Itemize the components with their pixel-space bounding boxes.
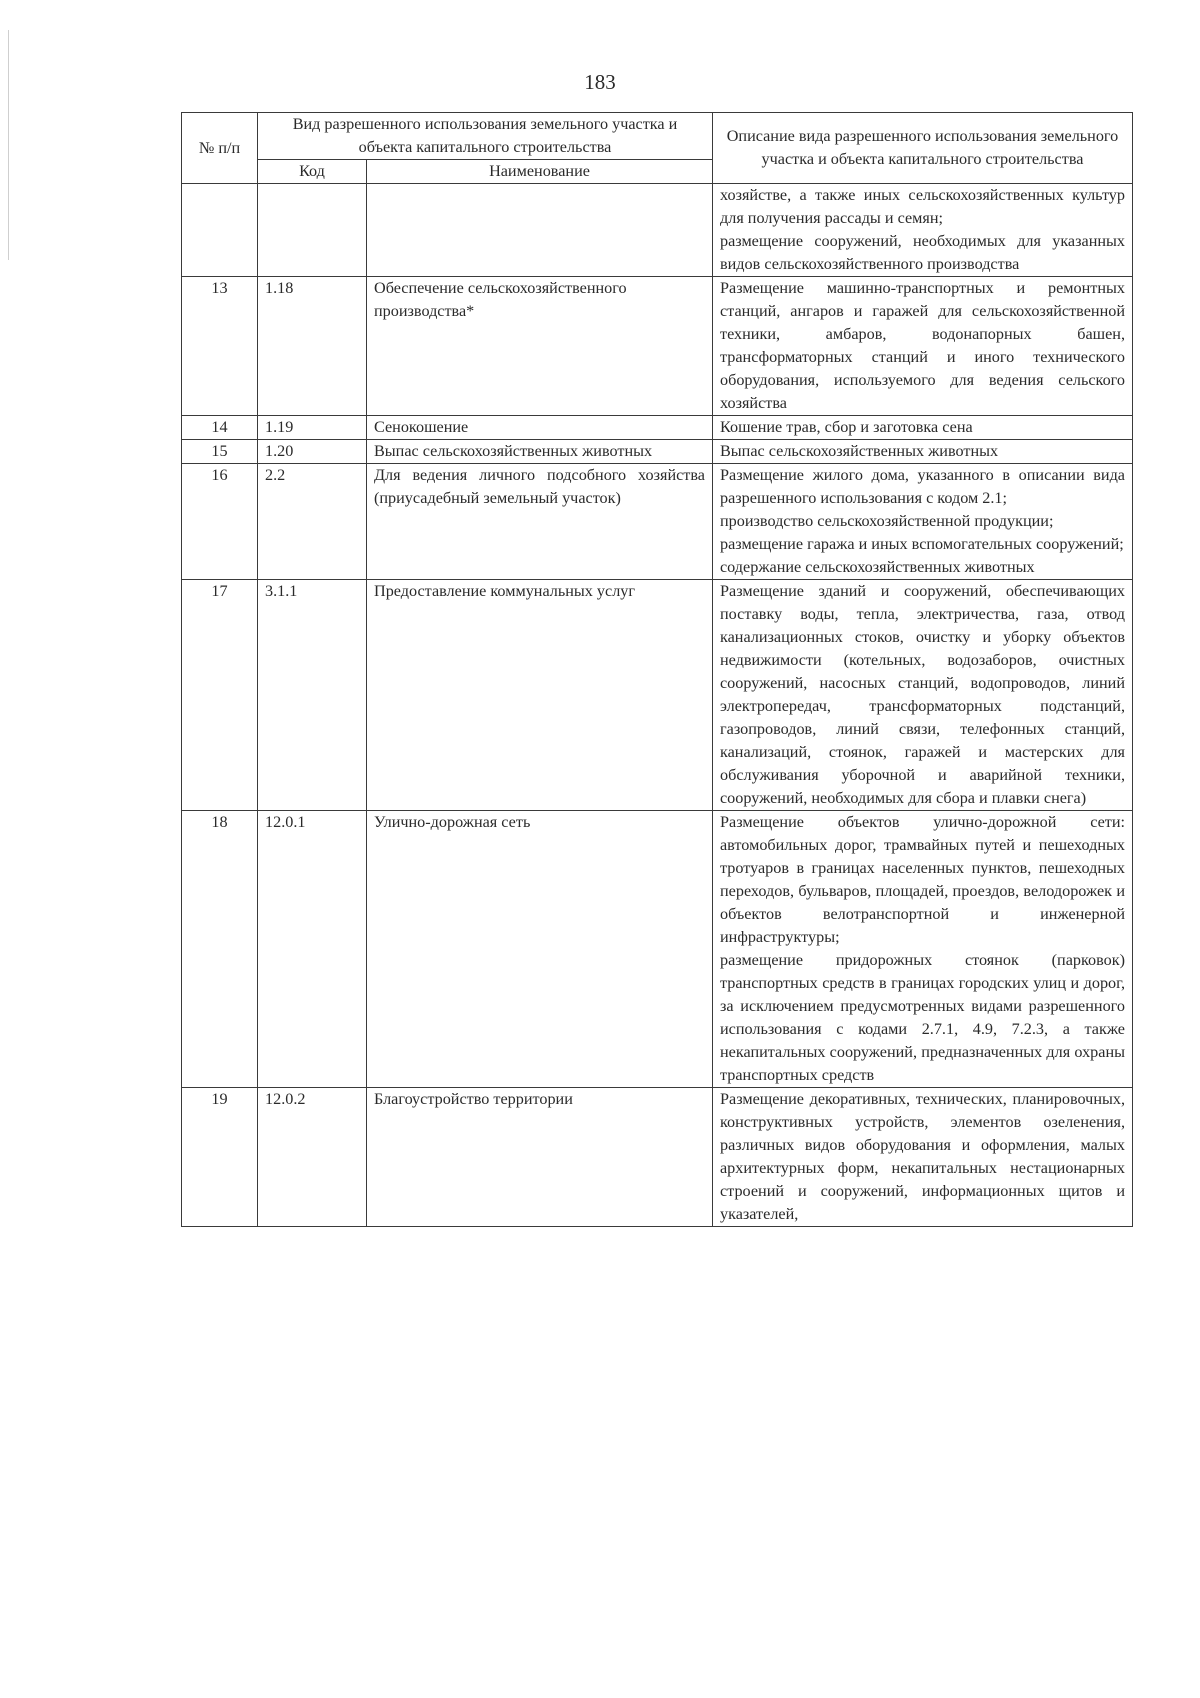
row-description [713,464,1133,580]
row-num: 16 [182,464,258,580]
header-code: Код [258,160,367,184]
row-num: 14 [182,416,258,440]
description-paragraph: производство сельскохозяйственной продукции; [720,512,1054,530]
row-description [713,416,1133,440]
table-row [182,416,1133,440]
row-description [713,811,1133,1088]
header-group: Вид разрешенного использования земельного участка и объекта капитального строительства [258,113,713,160]
row-code: 12.0.1 [258,811,367,1088]
row-description [713,1088,1133,1227]
description-paragraph: размещение гаража и иных вспомогательных сооружений; [720,535,1124,553]
row-name: Предоставление коммунальных услуг [367,580,713,811]
table-row [182,1088,1133,1227]
row-description [713,184,1133,277]
row-code: 1.20 [258,440,367,464]
row-code: 3.1.1 [258,580,367,811]
row-description [713,440,1133,464]
description-paragraph: Кошение трав, сбор и заготовка сена [720,418,973,436]
row-num: 18 [182,811,258,1088]
land-use-table [181,112,1133,1227]
row-code: 12.0.2 [258,1088,367,1227]
row-name: Улично-дорожная сеть [367,811,713,1088]
row-description [713,277,1133,416]
description-paragraph: Размещение декоративных, технических, планировочных, конструктивных устройств, элементов озеленения, различных видов оборудования и оформления, малых архитектурных форм, некапитальных нестационарных строений и сооружений, информационных щитов и указателей, [720,1090,1125,1223]
table-row [182,811,1133,1088]
table-row [182,464,1133,580]
description-paragraph: Размещение зданий и сооружений, обеспечивающих поставку воды, тепла, электричества, газа, отвод канализационных стоков, очистку и уборку объектов недвижимости (котельных, водозаборов, очистных сооружений, насосных станций, водопроводов, линий электропередач, трансформаторных подстанций, газопроводов, линий связи, телефонных станций, канализаций, стоянок, гаражей и мастерских для обслуживания уборочной и аварийной техники, сооружений, необходимых для сбора и плавки снега) [720,582,1125,807]
row-code [258,184,367,277]
row-name: Выпас сельскохозяйственных животных [367,440,713,464]
row-num: 13 [182,277,258,416]
row-code: 1.19 [258,416,367,440]
row-description [713,580,1133,811]
header-description: Описание вида разрешенного использования земельного участка и объекта капитального строительства [713,113,1133,184]
page-number: 183 [584,70,616,94]
row-name [367,184,713,277]
row-num [182,184,258,277]
scan-edge-mark [8,30,9,260]
description-paragraph: размещение сооружений, необходимых для указанных видов сельскохозяйственного производства [720,232,1125,273]
row-num: 17 [182,580,258,811]
description-paragraph: Размещение машинно-транспортных и ремонтных станций, ангаров и гаражей для сельскохозяйственной техники, амбаров, водонапорных башен, трансформаторных станций и иного технического оборудования, используемого для ведения сельского хозяйства [720,279,1125,412]
header-num: № п/п [182,113,258,184]
row-name: Благоустройство территории [367,1088,713,1227]
description-paragraph: Выпас сельскохозяйственных животных [720,442,999,460]
row-num: 15 [182,440,258,464]
description-paragraph: размещение придорожных стоянок (парковок) транспортных средств в границах городских улиц и дорог, за исключением предусмотренных видами разрешенного использования с кодами 2.7.1, 4.9, 7.2.3, а также некапитальных сооружений, предназначенных для охраны транспортных средств [720,951,1125,1084]
description-paragraph: Размещение жилого дома, указанного в описании вида разрешенного использования с кодом 2.1; [720,466,1125,507]
row-name: Для ведения личного подсобного хозяйства (приусадебный земельный участок) [367,464,713,580]
description-paragraph: содержание сельскохозяйственных животных [720,558,1035,576]
row-code: 1.18 [258,277,367,416]
row-code: 2.2 [258,464,367,580]
table-row [182,440,1133,464]
table-row [182,580,1133,811]
description-paragraph: хозяйстве, а также иных сельскохозяйственных культур для получения рассады и семян; [720,186,1125,227]
row-name: Сенокошение [367,416,713,440]
description-paragraph: Размещение объектов улично-дорожной сети: автомобильных дорог, трамвайных путей и пешеходных тротуаров в границах населенных пунктов, пешеходных переходов, бульваров, площадей, проездов, велодорожек и объектов велотранспортной и инженерной инфраструктуры; [720,813,1125,946]
row-num: 19 [182,1088,258,1227]
row-name: Обеспечение сельскохозяйственного производства* [367,277,713,416]
table-row [182,184,1133,277]
table-row [182,277,1133,416]
header-name: Наименование [367,160,713,184]
